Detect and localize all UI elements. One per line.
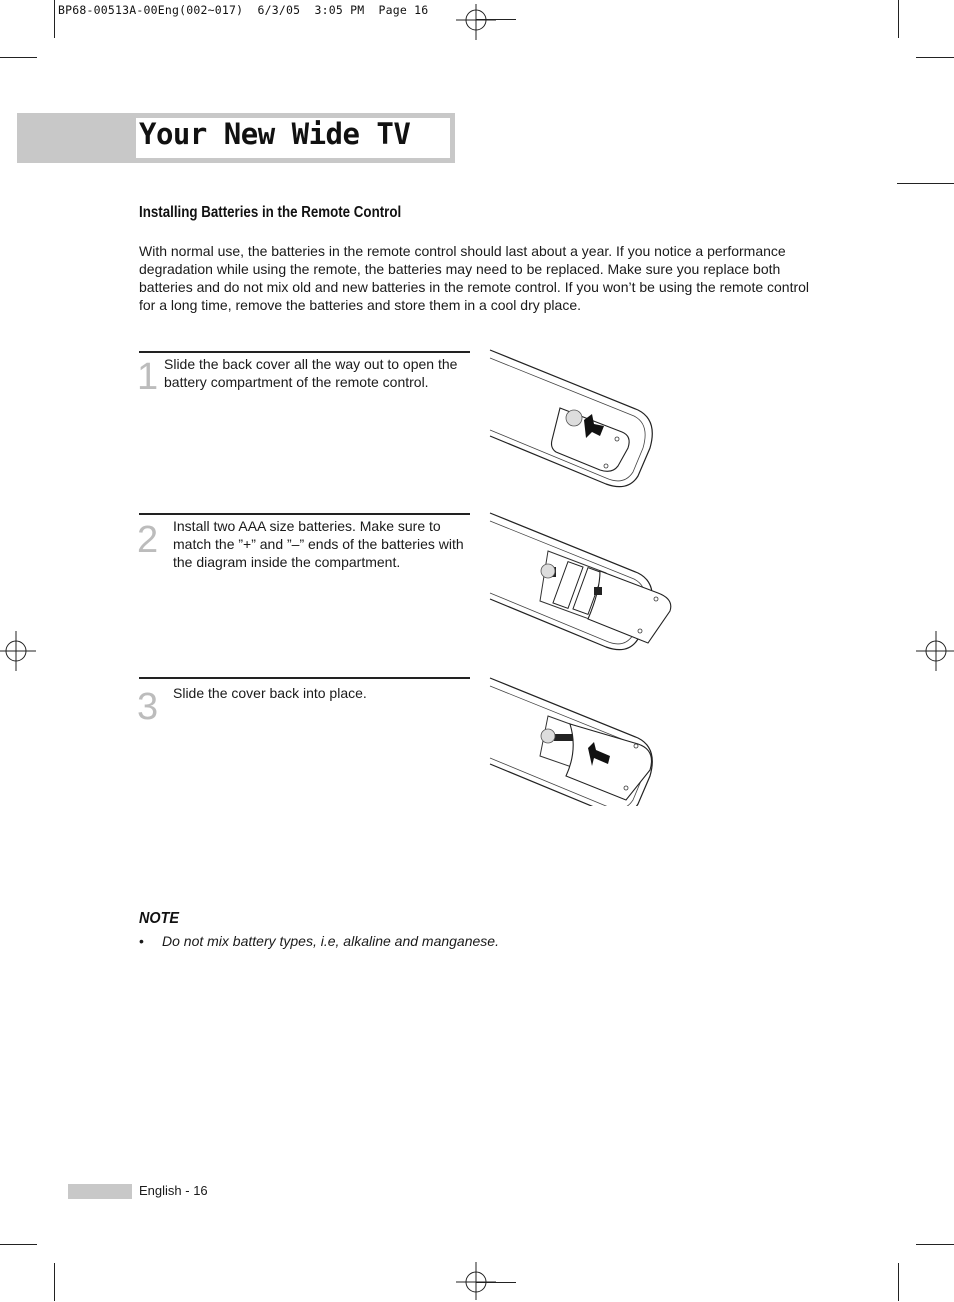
crop-mark bbox=[0, 1244, 37, 1245]
step-instruction: Install two AAA size batteries. Make sure to match the ”+” and ”–” ends of the batteries with the diagram inside the compartment. bbox=[173, 518, 464, 570]
page-number: English - 16 bbox=[139, 1183, 208, 1198]
note-item: Do not mix battery types, i.e, alkaline and manganese. bbox=[162, 933, 499, 949]
footer-bar bbox=[68, 1184, 132, 1199]
step-divider bbox=[139, 351, 470, 353]
step-number: 1 bbox=[137, 356, 159, 398]
registration-mark-icon bbox=[0, 631, 36, 671]
crop-mark bbox=[476, 1282, 516, 1283]
crop-mark bbox=[0, 57, 37, 58]
crop-mark bbox=[476, 19, 516, 20]
crop-mark bbox=[897, 183, 954, 184]
crop-mark bbox=[54, 1263, 55, 1301]
note-heading: NOTE bbox=[139, 910, 180, 927]
crop-mark bbox=[916, 1244, 954, 1245]
crop-mark bbox=[898, 0, 899, 38]
crop-mark bbox=[54, 0, 55, 38]
crop-mark bbox=[898, 1263, 899, 1301]
section-heading: Installing Batteries in the Remote Control bbox=[139, 204, 402, 221]
intro-paragraph: With normal use, the batteries in the remote control should last about a year. If you notice a performance degradation while using the remote, the batteries may need to be replaced. Make sure you replace both batteries and do not mix old and new batteries in the remote control. If you won’t be using the remote control for a long time, remove the batteries and store them in a cool dry place. bbox=[139, 243, 810, 313]
remote-batteries-illustration bbox=[488, 511, 678, 651]
step-number: 2 bbox=[137, 519, 159, 561]
step-divider bbox=[139, 677, 470, 679]
remote-cover-open-illustration bbox=[488, 348, 658, 490]
registration-mark-icon bbox=[916, 631, 954, 671]
registration-mark-icon bbox=[456, 0, 496, 40]
step-instruction: Slide the back cover all the way out to open the battery compartment of the remote control. bbox=[164, 356, 458, 390]
step-divider bbox=[139, 513, 470, 515]
page-title: Your New Wide TV bbox=[139, 117, 411, 151]
print-slug: BP68-00513A-00Eng(002~017) 6/3/05 3:05 PM Page 16 bbox=[58, 3, 429, 17]
remote-cover-close-illustration bbox=[488, 676, 663, 806]
step-number: 3 bbox=[137, 686, 159, 728]
step-instruction: Slide the cover back into place. bbox=[173, 685, 367, 701]
crop-mark bbox=[916, 57, 954, 58]
bullet-icon: • bbox=[139, 933, 144, 949]
